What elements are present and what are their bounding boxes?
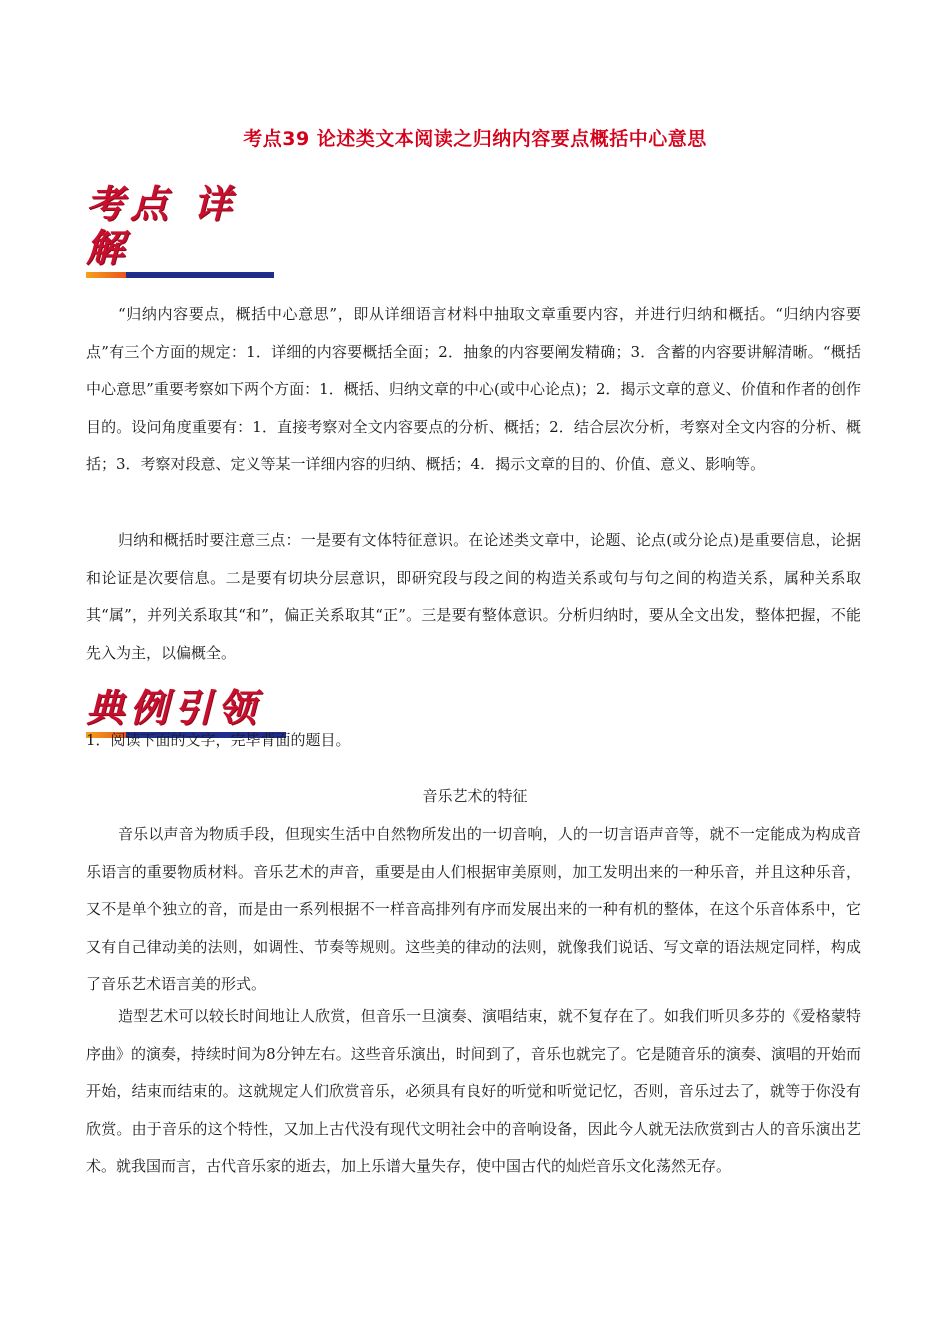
banner-label: 考点 详解 [86,181,238,270]
section-banner-detail [86,182,274,278]
page-title: 考点39 论述类文本阅读之归纳内容要点概括中心意思 [243,128,707,150]
paragraph-notes: 归纳和概括时要注意三点：一是要有文体特征意识。在论述类文章中，论题、论点(或分论点)是重要信息，论据和论证是次要信息。二是要有切块分层意识，即研究段与段之间的构造关系或句与句之间的构造关系，属种关系取其“属”，并列关系取其“和”，偏正关系取其“正”。三是要有整体意识。分析归纳时，要从全文出发，整体把握，不能先入为主，以偏概全。 [86,531,861,662]
banner-label: 典例引领 [86,685,263,730]
article-title: 音乐艺术的特征 [422,787,528,805]
article-paragraph-1: 音乐以声音为物质手段，但现实生活中自然物所发出的一切音响，人的一切言语声音等，就不一定能成为构成音乐语言的重要物质材料。音乐艺术的声音，重要是由人们根据审美原则，加工发明出来的一种乐音，并且这种乐音，又不是单个独立的音，而是由一系列根据不一样音高排列有序而发展出来的一种有机的整体，在这个乐音体系中，它又有自己律动美的法则，如调性、节奏等规则。这些美的律动的法则，就像我们说话、写文章的语法规定同样，构成了音乐艺术语言美的形式。 [86,825,861,993]
paragraph-intro: “归纳内容要点，概括中心意思”，即从详细语言材料中抽取文章重要内容，并进行归纳和概括。“归纳内容要点”有三个方面的规定：1．详细的内容要概括全面；2．抽象的内容要阐发精确；3．含蓄的内容要讲解清晰。“概括中心意思”重要考察如下两个方面：1．概括、归纳文章的中心(或中心论点)；2．揭示文章的意义、价值和作者的创作目的。设问角度重要有：1．直接考察对全文内容要点的分析、概括；2．结合层次分析，考察对全文内容的分析、概括；3．考察对段意、定义等某一详细内容的归纳、概括；4．揭示文章的目的、价值、意义、影响等。 [86,305,861,473]
article-paragraph-2: 造型艺术可以较长时间地让人欣赏，但音乐一旦演奏、演唱结束，就不复存在了。如我们听贝多芬的《爱格蒙特序曲》的演奏，持续时间为8分钟左右。这些音乐演出，时间到了，音乐也就完了。它是随音乐的演奏、演唱的开始而开始，结束而结束的。这就规定人们欣赏音乐，必须具有良好的听觉和听觉记忆，否则，音乐过去了，就等于你没有欣赏。由于音乐的这个特性，又加上古代没有现代文明社会中的音响设备，因此今人就无法欣赏到古人的音乐演出艺术。就我国而言，古代音乐家的逝去，加上乐谱大量失存，使中国古代的灿烂音乐文化荡然无存。 [86,1007,861,1175]
banner-underline [86,272,274,278]
question-prompt: 1．阅读下面的文字，完毕背面的题目。 [86,731,351,749]
